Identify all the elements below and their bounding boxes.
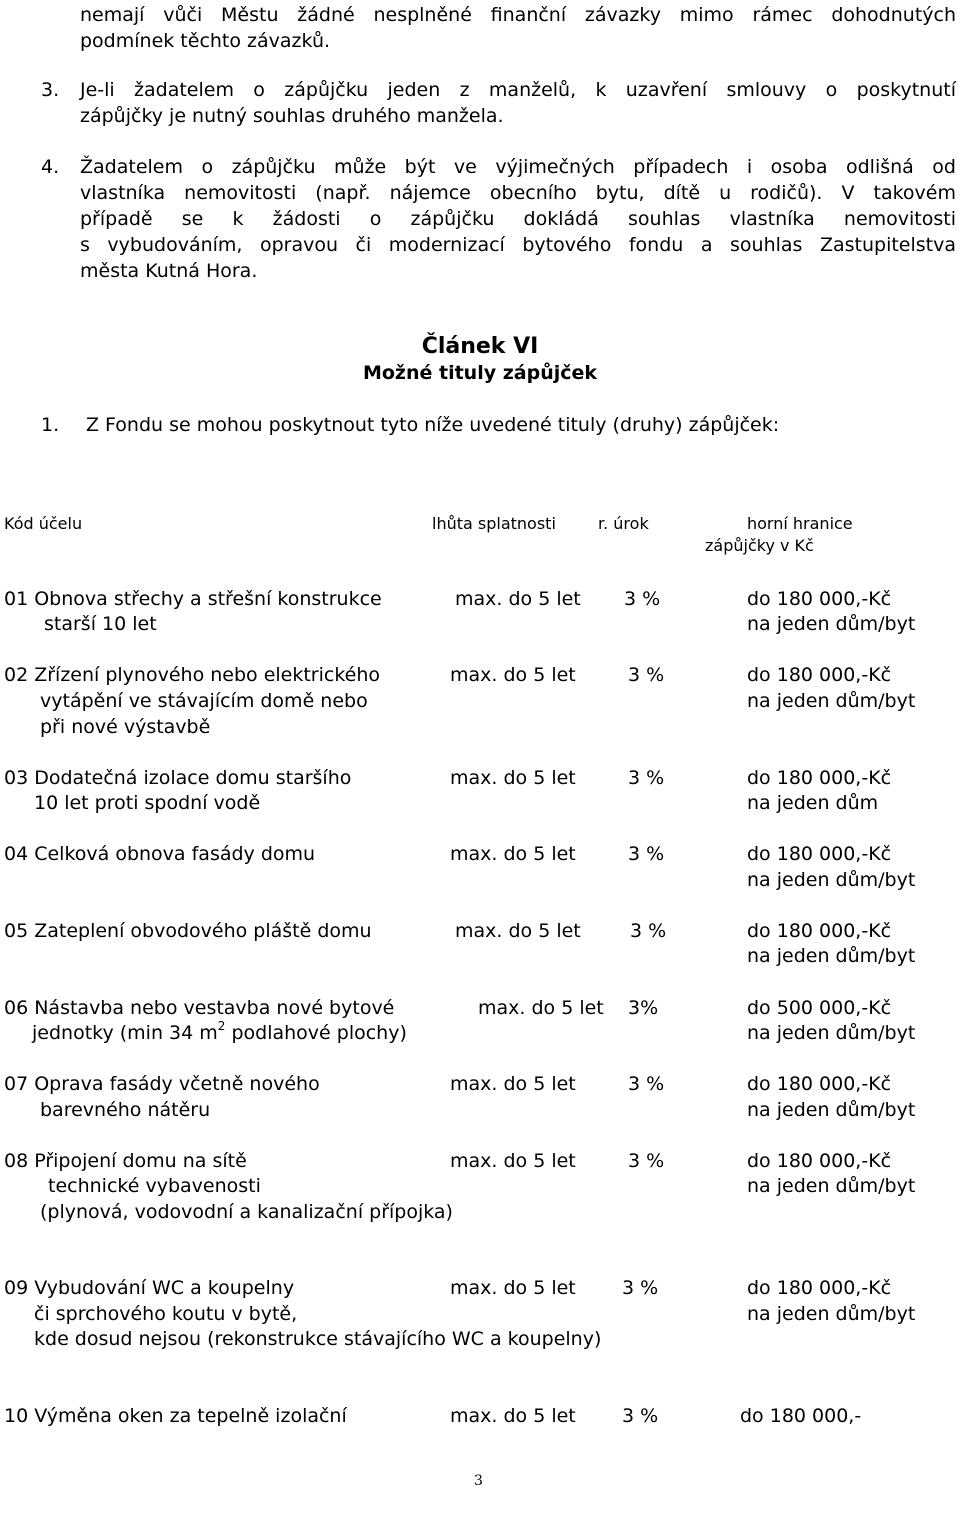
row-10-term: max. do 5 let <box>450 1405 576 1427</box>
article-subtitle: Možné tituly zápůjček <box>362 362 598 384</box>
row-05-rate: 3 % <box>630 920 667 942</box>
row-06-title: 06 Nástavba nebo vestavba nové bytové <box>4 997 395 1019</box>
row-08-term: max. do 5 let <box>450 1150 576 1172</box>
row-04-term: max. do 5 let <box>450 843 576 865</box>
header-rate: r. úrok <box>598 514 649 533</box>
row-09-limit: do 180 000,-Kč <box>747 1277 892 1299</box>
row-10-title: 10 Výměna oken za tepelně izolační <box>4 1405 347 1427</box>
row-03-title: 03 Dodatečná izolace domu staršího <box>4 767 352 789</box>
row-02-title: 02 Zřízení plynového nebo elektrického <box>4 664 381 686</box>
intro-line-2: podmínek těchto závazků. <box>80 30 331 52</box>
item-3-number: 3. <box>41 79 60 101</box>
row-05-term: max. do 5 let <box>455 920 581 942</box>
row-05-limit-scope: na jeden dům/byt <box>747 945 916 967</box>
item-4-number: 4. <box>41 156 60 178</box>
row-04-limit: do 180 000,-Kč <box>747 843 892 865</box>
paragraph-1-number: 1. <box>41 414 60 436</box>
item-4-line-5: města Kutná Hora. <box>80 260 258 282</box>
row-01-title: 01 Obnova střechy a střešní konstrukce <box>4 588 382 610</box>
row-03-desc: 10 let proti spodní vodě <box>34 792 261 814</box>
row-08-limit: do 180 000,-Kč <box>747 1150 892 1172</box>
row-07-limit-scope: na jeden dům/byt <box>747 1099 916 1121</box>
row-02-limit: do 180 000,-Kč <box>747 664 892 686</box>
header-code: Kód účelu <box>4 514 83 533</box>
row-06-desc-post: podlahové plochy) <box>225 1022 407 1044</box>
row-10-rate: 3 % <box>622 1405 659 1427</box>
row-09-desc: či sprchového koutu v bytě, <box>34 1303 298 1325</box>
row-07-rate: 3 % <box>628 1073 665 1095</box>
row-09-title: 09 Vybudování WC a koupelny <box>4 1277 295 1299</box>
row-06-limit-scope: na jeden dům/byt <box>747 1022 916 1044</box>
header-term: lhůta splatnosti <box>432 514 556 533</box>
row-08-title: 08 Připojení domu na sítě <box>4 1150 247 1172</box>
row-07-limit: do 180 000,-Kč <box>747 1073 892 1095</box>
row-02-desc-2: při nové výstavbě <box>40 716 211 738</box>
row-02-term: max. do 5 let <box>450 664 576 686</box>
row-07-term: max. do 5 let <box>450 1073 576 1095</box>
row-07-desc: barevného nátěru <box>40 1099 211 1121</box>
row-08-desc: technické vybavenosti <box>48 1175 261 1197</box>
row-01-term: max. do 5 let <box>455 588 581 610</box>
item-3-line-1: Je-li žadatelem o zápůjčku jeden z manželů, k uzavření smlouvy o poskytnutí <box>80 79 956 101</box>
page-number: 3 <box>474 1473 483 1489</box>
row-09-term: max. do 5 let <box>450 1277 576 1299</box>
row-01-limit-scope: na jeden dům/byt <box>747 613 916 635</box>
row-05-title: 05 Zateplení obvodového pláště domu <box>4 920 372 942</box>
row-05-limit: do 180 000,-Kč <box>747 920 892 942</box>
row-06-desc <box>32 1020 407 1046</box>
row-08-rate: 3 % <box>628 1150 665 1172</box>
row-03-limit-scope: na jeden dům <box>747 792 879 814</box>
paragraph-1-text: Z Fondu se mohou poskytnout tyto níže uvedené tituly (druhy) zápůjček: <box>86 414 780 436</box>
row-01-desc: starší 10 let <box>44 613 157 635</box>
row-03-term: max. do 5 let <box>450 767 576 789</box>
row-02-desc: vytápění ve stávajícím domě nebo <box>40 690 368 712</box>
row-08-desc-2: (plynová, vodovodní a kanalizační přípojka) <box>40 1201 453 1223</box>
row-01-rate: 3 % <box>624 588 661 610</box>
header-limit-line-2: zápůjčky v Kč <box>705 536 814 555</box>
intro-line-1: nemají vůči Městu žádné nesplněné finanční závazky mimo rámec dohodnutých <box>80 4 956 26</box>
row-02-rate: 3 % <box>628 664 665 686</box>
row-06-rate: 3% <box>628 997 659 1019</box>
row-09-limit-scope: na jeden dům/byt <box>747 1303 916 1325</box>
row-06-term: max. do 5 let <box>478 997 604 1019</box>
row-06-limit: do 500 000,-Kč <box>747 997 892 1019</box>
row-09-desc-2: kde dosud nejsou (rekonstrukce stávajícího WC a koupelny) <box>34 1328 602 1350</box>
item-4-line-4: s vybudováním, opravou či modernizací bytového fondu a souhlas Zastupitelstva <box>80 234 956 256</box>
article-title: Článek VI <box>421 334 539 359</box>
row-07-title: 07 Oprava fasády včetně nového <box>4 1073 320 1095</box>
row-04-limit-scope: na jeden dům/byt <box>747 869 916 891</box>
row-01-limit: do 180 000,-Kč <box>747 588 892 610</box>
row-03-limit: do 180 000,-Kč <box>747 767 892 789</box>
row-03-rate: 3 % <box>628 767 665 789</box>
row-02-limit-scope: na jeden dům/byt <box>747 690 916 712</box>
item-4-line-1: Žadatelem o zápůjčku může být ve výjimečných případech i osoba odlišná od <box>80 156 956 178</box>
item-3-line-2: zápůjčky je nutný souhlas druhého manžela. <box>80 105 504 127</box>
row-10-limit: do 180 000,- <box>740 1405 862 1427</box>
row-06-desc-superscript: 2 <box>217 1018 226 1033</box>
row-08-limit-scope: na jeden dům/byt <box>747 1175 916 1197</box>
row-04-rate: 3 % <box>628 843 665 865</box>
row-06-desc-pre: jednotky (min 34 m <box>32 1022 218 1044</box>
row-04-title: 04 Celková obnova fasády domu <box>4 843 316 865</box>
item-4-line-2: vlastníka nemovitosti (např. nájemce obecního bytu, dítě u rodičů). V takovém <box>80 182 956 204</box>
row-09-rate: 3 % <box>622 1277 659 1299</box>
header-limit-line-1: horní hranice <box>747 514 853 533</box>
item-4-line-3: případě se k žádosti o zápůjčku dokládá souhlas vlastníka nemovitosti <box>80 208 956 230</box>
